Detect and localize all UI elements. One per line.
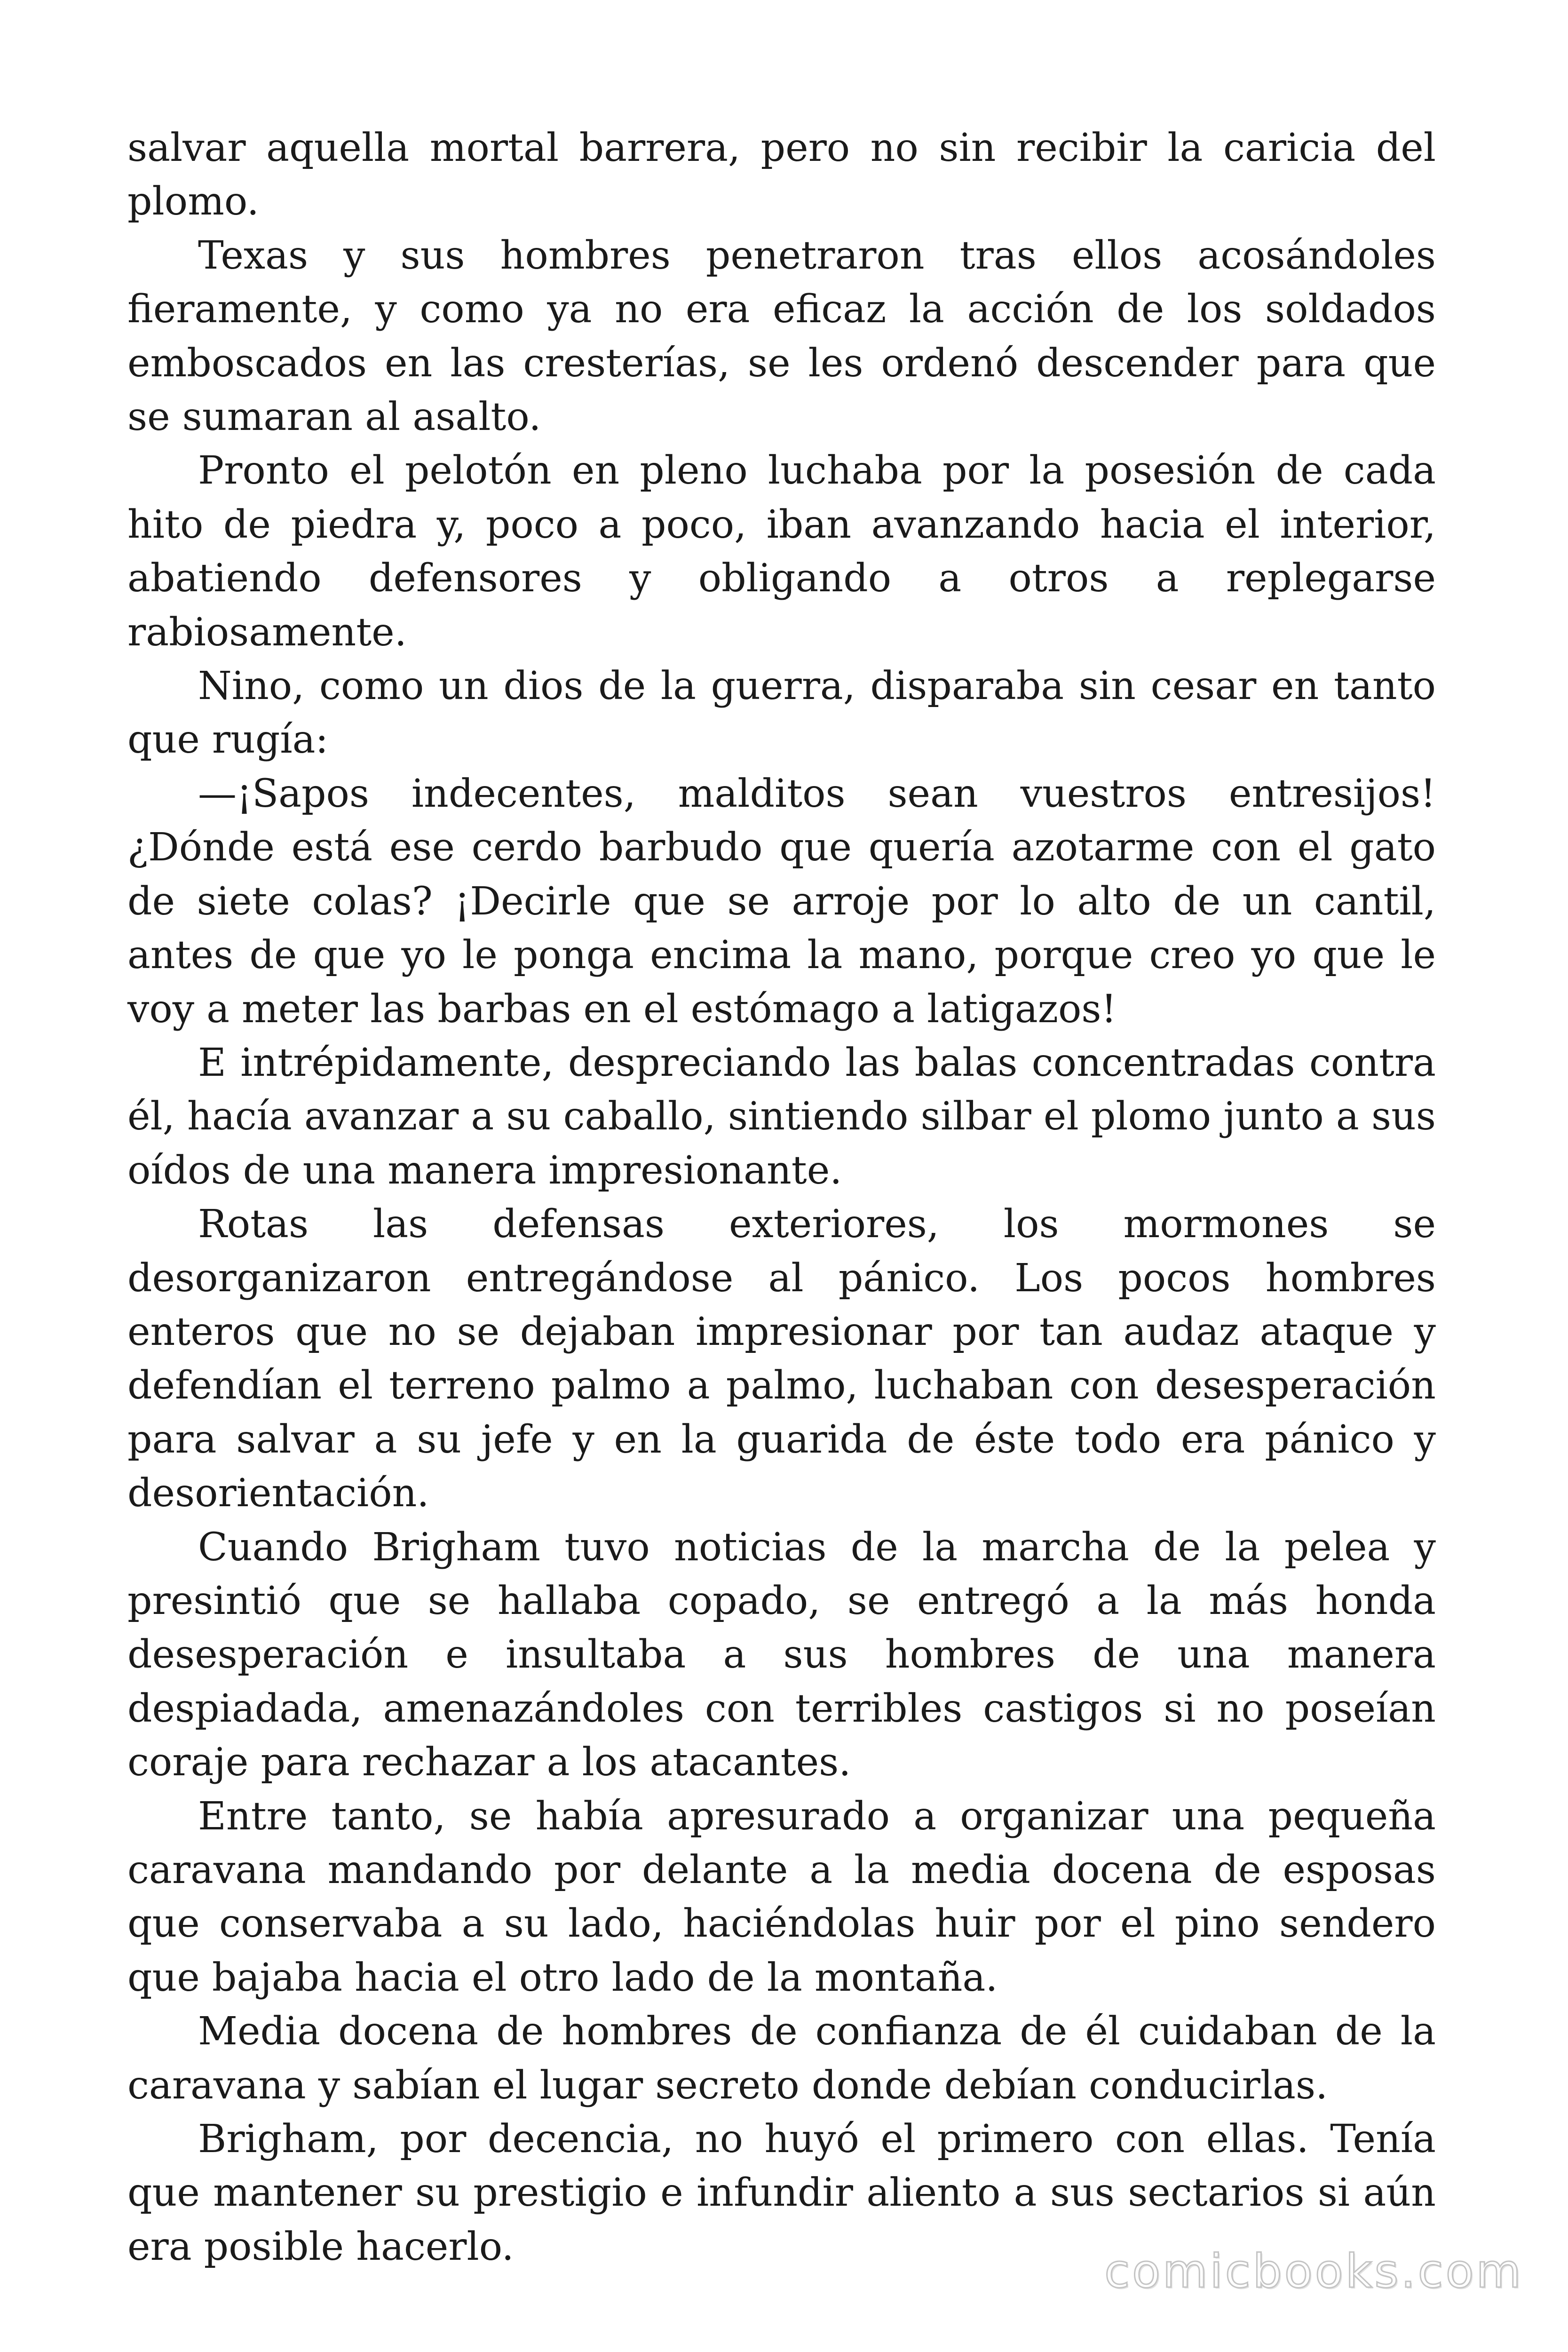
paragraph: E intrépidamente, despreciando las balas concentradas contra él, hacía avanzar a su caballo, sintiendo silbar el plomo junto a sus oídos de una manera impresionante.	[127, 1040, 1436, 1193]
paragraph: Media docena de hombres de confianza de él cuidaban de la caravana y sabían el lugar secreto donde debían conducirlas.	[127, 2009, 1436, 2108]
paragraph: Entre tanto, se había apresurado a organizar una pequeña caravana mandando por delante a la media docena de esposas que conservaba a su lado, haciéndolas huir por el pino sendero que bajaba hacia el otro lado de la montaña.	[127, 1794, 1436, 2000]
paragraph: Texas y sus hombres penetraron tras ellos acosándoles fieramente, y como ya no era eficaz la acción de los soldados emboscados en las cresterías, se les ordenó descender para que se sumaran al asalto.	[127, 233, 1436, 440]
book-page-text	[127, 121, 1436, 2274]
paragraph: salvar aquella mortal barrera, pero no sin recibir la caricia del plomo.	[127, 126, 1436, 224]
paragraph: —¡Sapos indecentes, malditos sean vuestros entresijos! ¿Dónde está ese cerdo barbudo que quería azotarme con el gato de siete colas? ¡Decirle que se arroje por lo alto de un cantil, antes de que yo le ponga encima la mano, porque creo yo que le voy a meter las barbas en el estómago a latigazos!	[127, 771, 1436, 1032]
paragraph: Pronto el pelotón en pleno luchaba por la posesión de cada hito de piedra y, poco a poco, iban avanzando hacia el interior, abatiendo defensores y obligando a otros a replegarse rabiosamente.	[127, 448, 1436, 655]
paragraph: Brigham, por decencia, no huyó el primero con ellas. Tenía que mantener su prestigio e infundir aliento a sus sectarios si aún era posible hacerlo.	[127, 2117, 1436, 2269]
watermark-text: comicbooks.com	[1104, 2245, 1523, 2298]
paragraph: Cuando Brigham tuvo noticias de la marcha de la pelea y presintió que se hallaba copado, se entregó a la más honda desesperación e insultaba a sus hombres de una manera despiadada, amenazándoles con terribles castigos si no poseían coraje para rechazar a los atacantes.	[127, 1525, 1436, 1785]
paragraph: Nino, como un dios de la guerra, disparaba sin cesar en tanto que rugía:	[127, 664, 1436, 763]
paragraph: Rotas las defensas exteriores, los mormones se desorganizaron entregándose al pánico. Los pocos hombres enteros que no se dejaban impresionar por tan audaz ataque y defendían el terreno palmo a palmo, luchaban con desesperación para salvar a su jefe y en la guarida de éste todo era pánico y desorientación.	[127, 1202, 1436, 1516]
